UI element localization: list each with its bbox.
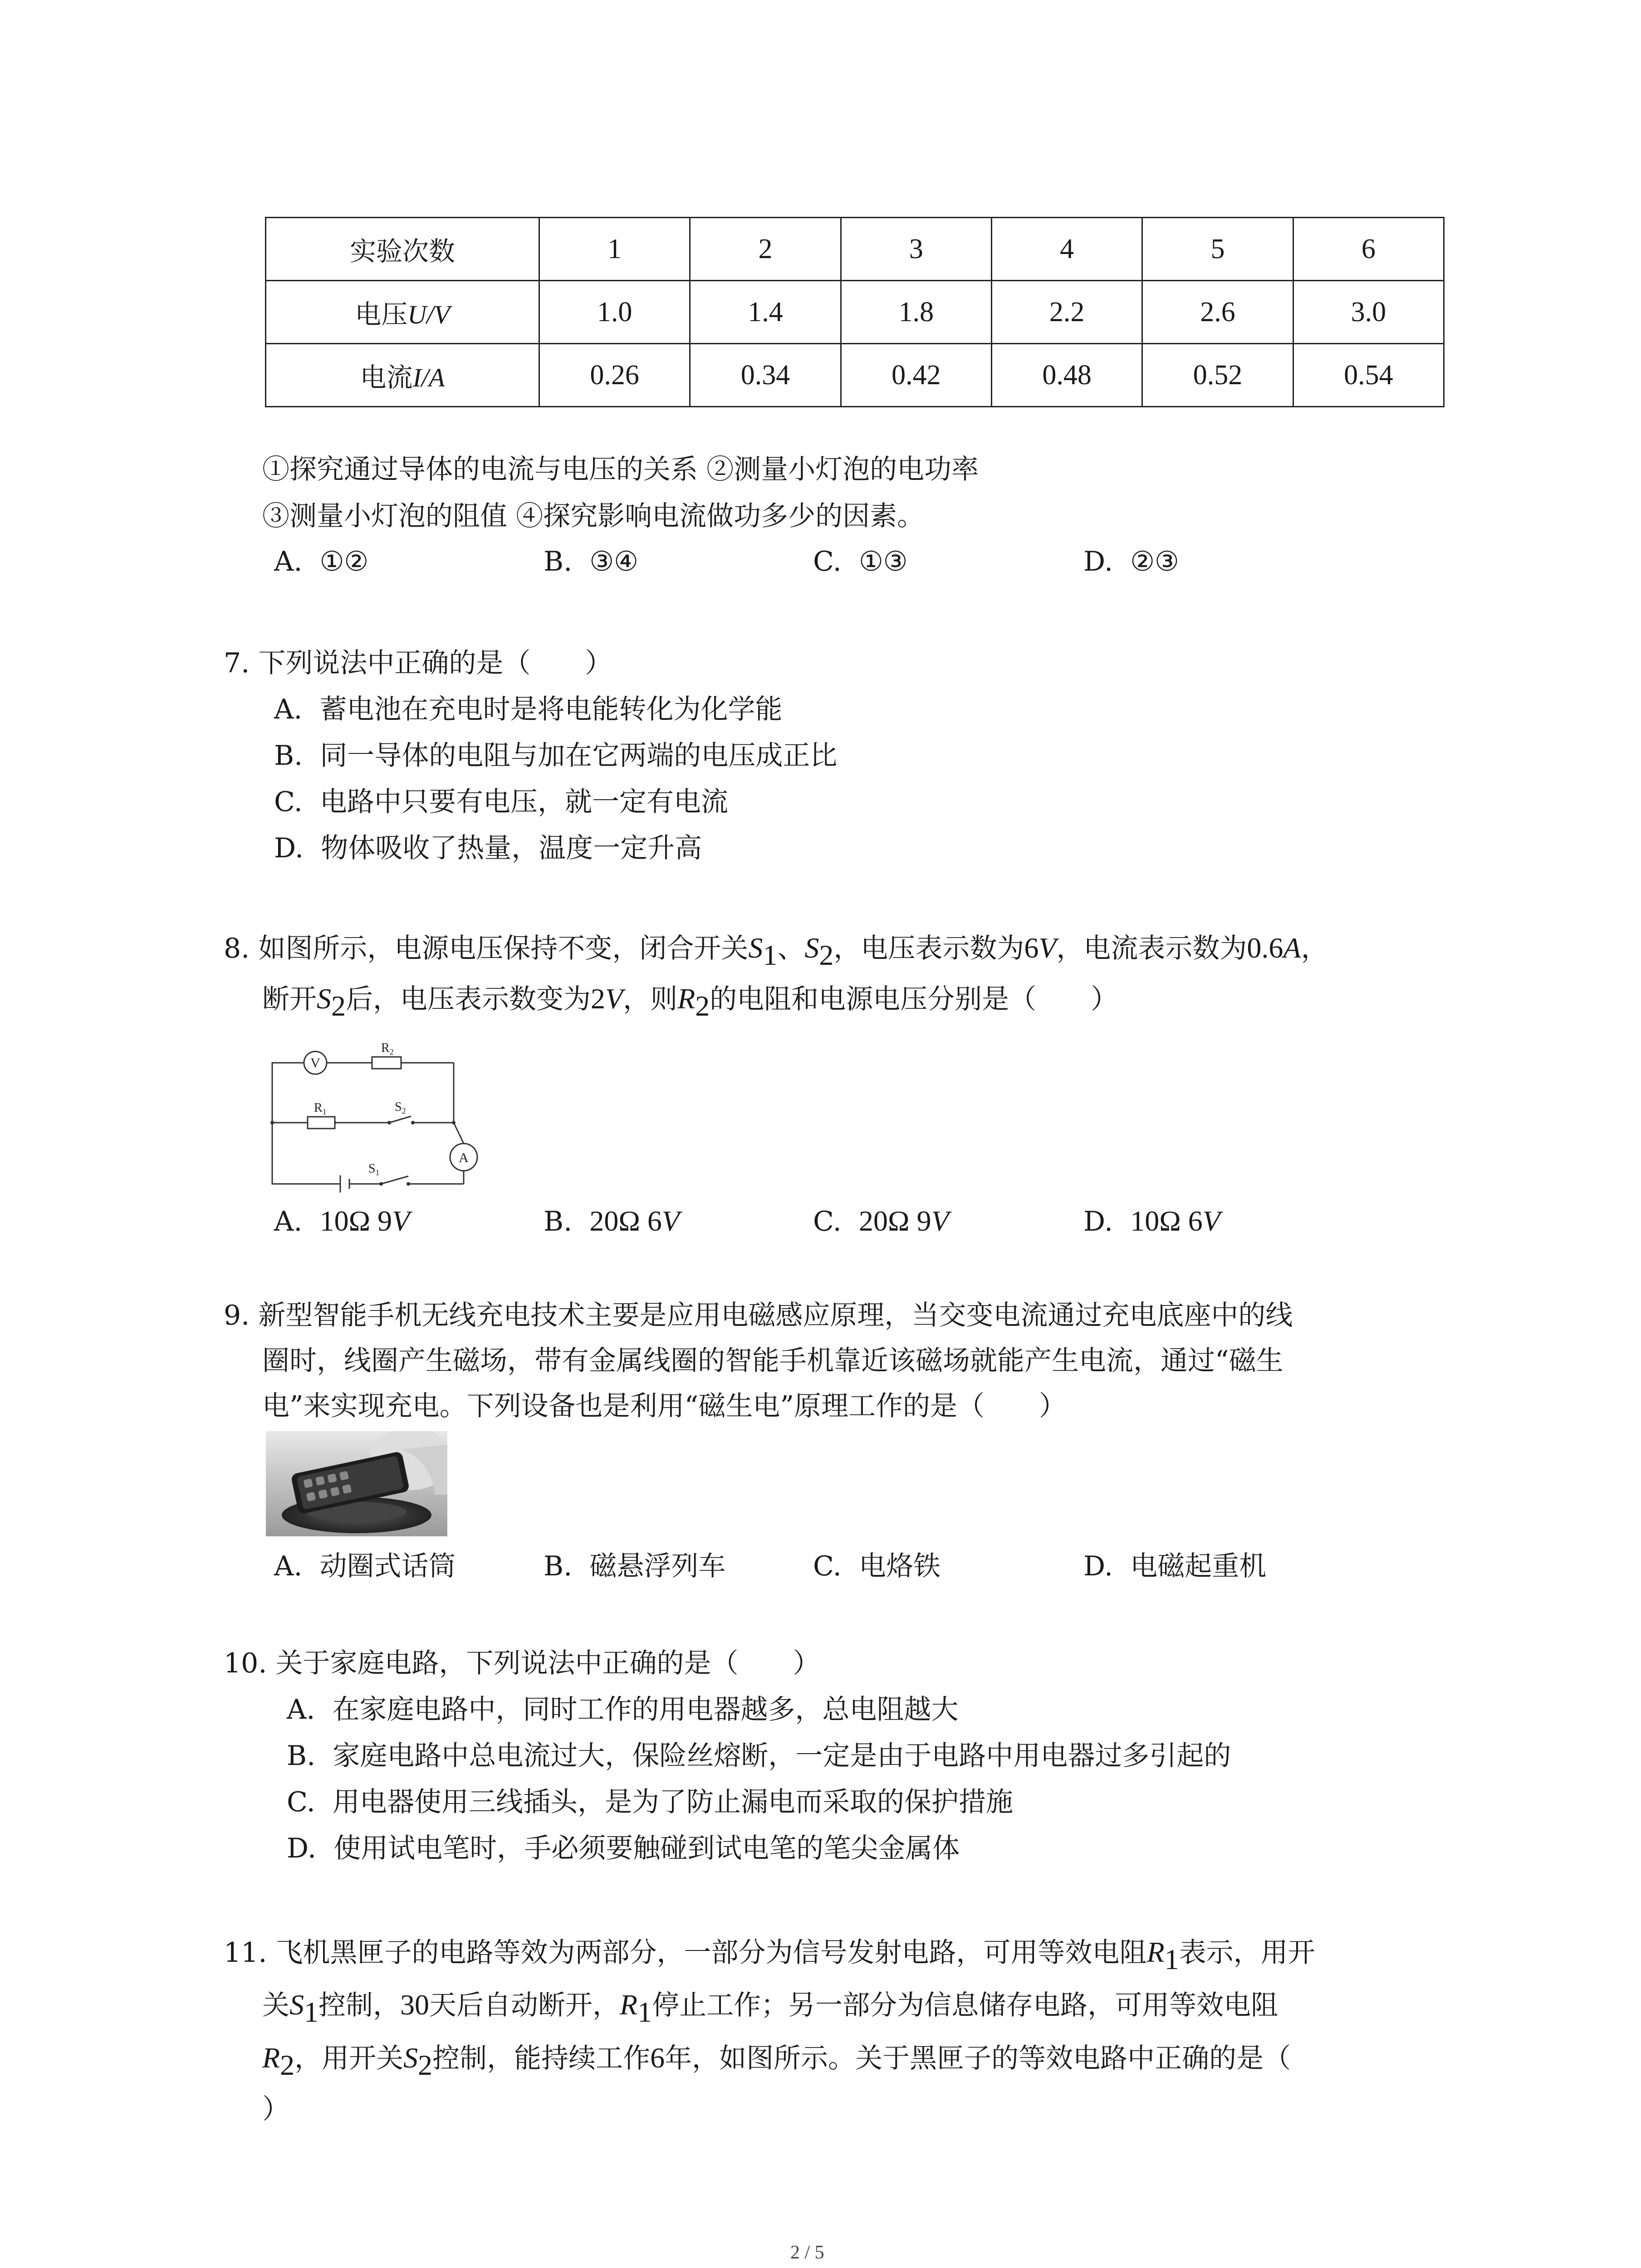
table-cell: 1.8 <box>841 281 991 344</box>
resistor-r1 <box>308 1117 335 1129</box>
q7-stem: 7. 下列说法中正确的是（ ） <box>224 647 612 679</box>
q11-stem-line2: 关$S_1$控制，30天后自动断开，$R_1$停止工作；另一部分为信息储存电路，可用等效电阻 <box>262 1989 1279 2028</box>
q10-option-b[interactable]: B. 家庭电路中总电流过大，保险丝熔断，一定是由于电路中用电器过多引起的 <box>287 1740 1231 1772</box>
svg-text:V: V <box>310 1056 320 1070</box>
q6-option-d[interactable]: D. ②③ <box>1083 546 1179 577</box>
table-cell: 0.48 <box>991 344 1142 407</box>
q9-stem-line1: 9. 新型智能手机无线充电技术主要是应用电磁感应原理，当交变电流通过充电底座中的线 <box>224 1300 1293 1331</box>
ammeter-icon <box>450 1144 477 1171</box>
q8-option-d[interactable]: D. 10Ω 6V <box>1083 1205 1220 1237</box>
table-cell: 3 <box>841 218 991 281</box>
q10-option-d[interactable]: D. 使用试电笔时，手必须要触碰到试电笔的笔尖金属体 <box>287 1833 960 1864</box>
q9-stem-line2: 圈时，线圈产生磁场，带有金属线圈的智能手机靠近该磁场就能产生电流，通过“磁生 <box>262 1345 1283 1377</box>
row-header-voltage: 电压U/V <box>266 281 539 344</box>
resistor-r2 <box>372 1057 401 1069</box>
experiment-table <box>265 217 1445 407</box>
q10-stem: 10. 关于家庭电路，下列说法中正确的是（ ） <box>224 1647 820 1679</box>
svg-text:A: A <box>459 1150 469 1165</box>
q11-stem-line3: $R_2$，用开关$S_2$控制，能持续工作6年，如图所示。关于黑匣子的等效电路中正确的是（ <box>262 2042 1291 2081</box>
table-cell: 4 <box>991 218 1142 281</box>
q6-statement-line2: ③测量小灯泡的阻值 ④探究影响电流做功多少的因素。 <box>262 500 925 532</box>
table-cell: 0.42 <box>841 344 991 407</box>
table-row <box>266 218 1444 281</box>
table-row <box>266 281 1444 344</box>
label-r1: $R_1$ <box>314 1101 327 1116</box>
table-cell: 5 <box>1142 218 1293 281</box>
label-r2: $R_2$ <box>381 1041 394 1056</box>
wireless-charger-photo <box>266 1431 447 1536</box>
q11-stem-line4: ） <box>262 2093 289 2125</box>
q8-stem-line1: 8. 如图所示，电源电压保持不变，闭合开关$S_1$、$S_2$，电压表示数为6V，电流表示数为0.6A， <box>224 932 1328 971</box>
q6-statement-line1: ①探究通过导体的电流与电压的关系 ②测量小灯泡的电功率 <box>262 454 979 485</box>
row-header-trial: 实验次数 <box>266 218 539 281</box>
q6-option-a[interactable]: A. ①② <box>274 546 369 577</box>
q8-option-a[interactable]: A. 10Ω 9V <box>274 1205 410 1237</box>
table-cell: 0.54 <box>1293 344 1444 407</box>
q9-stem-line3: 电”来实现充电。下列设备也是利用“磁生电”原理工作的是（ ） <box>262 1390 1067 1422</box>
q7-option-c[interactable]: C. 电路中只要有电压，就一定有电流 <box>274 786 728 818</box>
q8-circuit-diagram <box>259 1036 485 1202</box>
q9-option-c[interactable]: C. 电烙铁 <box>813 1550 941 1582</box>
q9-option-d[interactable]: D. 电磁起重机 <box>1083 1550 1267 1582</box>
q6-option-b[interactable]: B. ③④ <box>544 546 638 577</box>
table-cell: 1.4 <box>690 281 841 344</box>
table-cell: 0.52 <box>1142 344 1293 407</box>
table-cell: 1 <box>539 218 690 281</box>
table-cell: 0.26 <box>539 344 690 407</box>
table-cell: 3.0 <box>1293 281 1444 344</box>
page-number: 2 / 5 <box>790 2242 824 2263</box>
q7-option-b[interactable]: B. 同一导体的电阻与加在它两端的电压成正比 <box>274 740 838 772</box>
q8-option-c[interactable]: C. 20Ω 9V <box>813 1205 949 1237</box>
label-s1: $S_1$ <box>368 1162 380 1177</box>
voltmeter-icon <box>304 1051 327 1074</box>
q9-option-b[interactable]: B. 磁悬浮列车 <box>544 1550 726 1582</box>
label-s2: $S_2$ <box>395 1100 406 1115</box>
table-cell: 2 <box>690 218 841 281</box>
q7-option-a[interactable]: A. 蓄电池在充电时是将电能转化为化学能 <box>274 694 783 725</box>
q8-stem-line2: 断开$S_2$后，电压表示数变为2V，则$R_2$的电阻和电源电压分别是（ ） <box>262 982 1118 1022</box>
table-cell: 2.2 <box>991 281 1142 344</box>
q8-option-b[interactable]: B. 20Ω 6V <box>544 1205 680 1237</box>
q6-option-c[interactable]: C. ①③ <box>813 546 908 577</box>
q10-option-c[interactable]: C. 用电器使用三线插头，是为了防止漏电而采取的保护措施 <box>287 1786 1013 1818</box>
table-row <box>266 344 1444 407</box>
q7-option-d[interactable]: D. 物体吸收了热量，温度一定升高 <box>274 832 702 864</box>
q9-option-a[interactable]: A. 动圈式话筒 <box>274 1550 456 1582</box>
table-cell: 1.0 <box>539 281 690 344</box>
table-cell: 6 <box>1293 218 1444 281</box>
table-cell: 2.6 <box>1142 281 1293 344</box>
q11-stem-line1: 11. 飞机黑匣子的电路等效为两部分，一部分为信号发射电路，可用等效电阻$R_1$表示，用开 <box>224 1936 1315 1975</box>
table-cell: 0.34 <box>690 344 841 407</box>
q10-option-a[interactable]: A. 在家庭电路中，同时工作的用电器越多，总电阻越大 <box>287 1694 959 1725</box>
row-header-current: 电流I/A <box>266 344 539 407</box>
